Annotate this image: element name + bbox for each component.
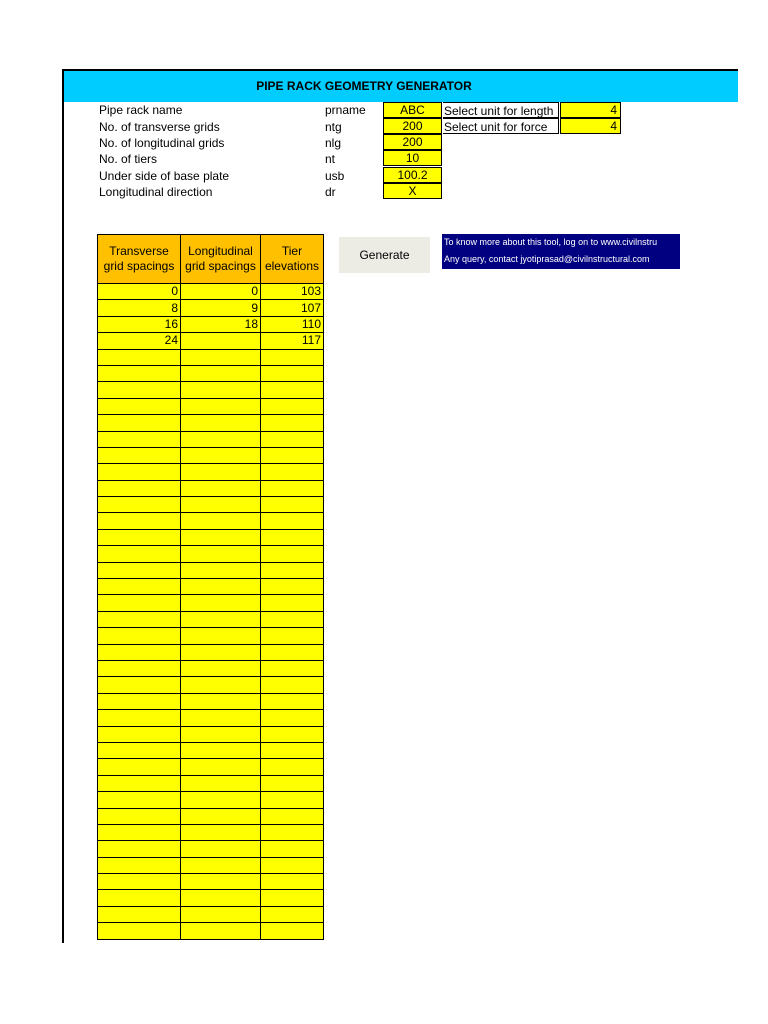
grid-cell[interactable]: [98, 546, 181, 562]
title-bar: [64, 69, 738, 102]
param-value-ntg[interactable]: 200: [383, 118, 442, 134]
grid-cell[interactable]: [261, 415, 324, 431]
table-row: [98, 398, 324, 414]
grid-cell[interactable]: [181, 792, 261, 808]
table-row: [98, 497, 324, 513]
grid-cell[interactable]: [181, 595, 261, 611]
grid-cell[interactable]: [98, 497, 181, 513]
param-code-dr: dr: [325, 185, 336, 199]
table-row: [98, 726, 324, 742]
grid-cell[interactable]: [181, 874, 261, 890]
table-row: [98, 775, 324, 791]
grid-cell[interactable]: [261, 677, 324, 693]
grid-cell[interactable]: [181, 365, 261, 381]
grid-cell[interactable]: [98, 431, 181, 447]
grid-table: [97, 234, 324, 940]
info-line: To know more about this tool, log on to www.civilnstru: [444, 237, 658, 247]
table-row: [98, 464, 324, 480]
unit-label-length: Select unit for length: [443, 102, 559, 118]
grid-cell[interactable]: [261, 808, 324, 824]
table-header-row: [98, 235, 324, 284]
grid-cell[interactable]: [98, 923, 181, 939]
grid-cell[interactable]: [98, 824, 181, 840]
grid-cell[interactable]: [181, 398, 261, 414]
grid-cell[interactable]: [181, 513, 261, 529]
grid-cell[interactable]: [261, 579, 324, 595]
grid-cell[interactable]: [98, 742, 181, 758]
table-row: [98, 284, 324, 300]
table-row: [98, 611, 324, 627]
table-row: [98, 300, 324, 316]
grid-cell[interactable]: [261, 562, 324, 578]
grid-cell[interactable]: [98, 841, 181, 857]
param-label-nlg: No. of longitudinal grids: [99, 136, 225, 150]
grid-cell[interactable]: [181, 923, 261, 939]
table-row: [98, 874, 324, 890]
grid-cell[interactable]: [261, 644, 324, 660]
grid-cell[interactable]: [261, 546, 324, 562]
table-row: [98, 431, 324, 447]
grid-cell[interactable]: [181, 447, 261, 463]
grid-cell[interactable]: [98, 365, 181, 381]
param-code-ntg: ntg: [325, 120, 342, 134]
grid-cell[interactable]: [98, 382, 181, 398]
grid-cell[interactable]: [261, 742, 324, 758]
table-row: [98, 677, 324, 693]
param-label-ntg: No. of transverse grids: [99, 120, 220, 134]
grid-cell[interactable]: [98, 775, 181, 791]
grid-cell[interactable]: [98, 480, 181, 496]
header-longitudinal: [181, 235, 261, 284]
table-row: [98, 415, 324, 431]
table-row: [98, 890, 324, 906]
grid-cell[interactable]: [181, 480, 261, 496]
grid-cell[interactable]: [98, 693, 181, 709]
grid-cell[interactable]: [181, 579, 261, 595]
sheet-left-border: [62, 69, 64, 943]
table-row: [98, 349, 324, 365]
table-row: [98, 382, 324, 398]
grid-cell[interactable]: 0: [181, 284, 261, 300]
table-row: [98, 579, 324, 595]
param-label-dr: Longitudinal direction: [99, 185, 213, 199]
grid-cell[interactable]: 103: [261, 284, 324, 300]
grid-cell[interactable]: [261, 906, 324, 922]
grid-cell[interactable]: [181, 890, 261, 906]
grid-cell[interactable]: [261, 529, 324, 545]
table-row: [98, 824, 324, 840]
table-row: [98, 841, 324, 857]
grid-cell[interactable]: [261, 382, 324, 398]
grid-cell[interactable]: [181, 382, 261, 398]
param-code-nlg: nlg: [325, 136, 342, 150]
grid-cell[interactable]: [98, 726, 181, 742]
grid-cell[interactable]: [98, 710, 181, 726]
grid-cell[interactable]: [181, 857, 261, 873]
param-label-prname: Pipe rack name: [99, 103, 183, 117]
grid-cell[interactable]: [98, 677, 181, 693]
grid-cell[interactable]: [98, 857, 181, 873]
grid-cell[interactable]: [261, 660, 324, 676]
grid-cell[interactable]: [98, 562, 181, 578]
param-value-dr[interactable]: X: [383, 183, 442, 199]
table-row: [98, 792, 324, 808]
grid-cell[interactable]: 117: [261, 333, 324, 349]
grid-cell[interactable]: [181, 464, 261, 480]
grid-table-body: [98, 284, 324, 940]
grid-cell[interactable]: [98, 579, 181, 595]
grid-cell[interactable]: [181, 611, 261, 627]
unit-value-length[interactable]: 4: [560, 102, 621, 118]
grid-cell[interactable]: [181, 759, 261, 775]
generate-button[interactable]: Generate: [339, 237, 430, 273]
table-row: [98, 529, 324, 545]
table-row: [98, 906, 324, 922]
grid-cell[interactable]: [261, 890, 324, 906]
grid-cell[interactable]: [181, 726, 261, 742]
grid-cell[interactable]: [98, 628, 181, 644]
grid-cell[interactable]: [181, 431, 261, 447]
grid-cell[interactable]: [98, 644, 181, 660]
grid-cell[interactable]: 16: [98, 316, 181, 332]
grid-cell[interactable]: [98, 464, 181, 480]
grid-cell[interactable]: [98, 906, 181, 922]
table-row: [98, 365, 324, 381]
table-row: [98, 595, 324, 611]
grid-cell[interactable]: [261, 923, 324, 939]
grid-cell[interactable]: [261, 726, 324, 742]
header-tier: [261, 235, 324, 284]
grid-cell[interactable]: [98, 349, 181, 365]
grid-cell[interactable]: [98, 611, 181, 627]
grid-cell[interactable]: [261, 710, 324, 726]
header-transverse: [98, 235, 181, 284]
grid-cell[interactable]: [181, 497, 261, 513]
param-value-prname[interactable]: ABC: [383, 102, 442, 118]
grid-cell[interactable]: [98, 415, 181, 431]
grid-cell[interactable]: [261, 775, 324, 791]
param-code-prname: prname: [325, 103, 366, 117]
grid-cell[interactable]: [181, 677, 261, 693]
grid-cell[interactable]: [261, 857, 324, 873]
grid-cell[interactable]: [98, 890, 181, 906]
grid-cell[interactable]: [98, 529, 181, 545]
grid-cell[interactable]: [261, 513, 324, 529]
grid-cell[interactable]: [98, 808, 181, 824]
grid-cell[interactable]: 18: [181, 316, 261, 332]
grid-cell[interactable]: [181, 660, 261, 676]
grid-cell[interactable]: [181, 415, 261, 431]
grid-cell[interactable]: [261, 431, 324, 447]
grid-cell[interactable]: [261, 611, 324, 627]
grid-cell[interactable]: [98, 792, 181, 808]
table-row: [98, 447, 324, 463]
param-value-usb[interactable]: 100.2: [383, 167, 442, 183]
table-row: [98, 644, 324, 660]
grid-cell[interactable]: [98, 398, 181, 414]
grid-cell[interactable]: [181, 349, 261, 365]
table-row: [98, 808, 324, 824]
page-title: PIPE RACK GEOMETRY GENERATOR: [256, 79, 472, 93]
grid-cell[interactable]: 107: [261, 300, 324, 316]
header-line: Longitudinal: [188, 244, 253, 258]
grid-cell[interactable]: [261, 398, 324, 414]
grid-cell[interactable]: [181, 775, 261, 791]
table-row: [98, 710, 324, 726]
table-row: [98, 660, 324, 676]
param-label-nt: No. of tiers: [99, 152, 158, 166]
table-row: [98, 333, 324, 349]
grid-cell[interactable]: [261, 365, 324, 381]
table-row: [98, 693, 324, 709]
param-value-nlg[interactable]: 200: [383, 134, 442, 150]
param-label-usb: Under side of base plate: [99, 169, 230, 183]
grid-cell[interactable]: [181, 644, 261, 660]
table-row: [98, 562, 324, 578]
grid-cell[interactable]: [181, 529, 261, 545]
grid-cell[interactable]: [261, 480, 324, 496]
grid-cell[interactable]: 0: [98, 284, 181, 300]
grid-cell[interactable]: [261, 824, 324, 840]
grid-cell[interactable]: [261, 464, 324, 480]
param-code-usb: usb: [325, 169, 345, 183]
grid-cell[interactable]: [261, 792, 324, 808]
unit-label-force: Select unit for force: [443, 118, 559, 134]
grid-cell[interactable]: [98, 660, 181, 676]
table-row: [98, 923, 324, 939]
grid-cell[interactable]: [181, 742, 261, 758]
table-row: [98, 513, 324, 529]
header-line: Tier: [281, 244, 303, 258]
grid-cell[interactable]: [181, 693, 261, 709]
param-code-nt: nt: [325, 152, 336, 166]
grid-cell[interactable]: 8: [98, 300, 181, 316]
grid-cell[interactable]: [261, 874, 324, 890]
unit-value-force[interactable]: 4: [560, 118, 621, 134]
grid-cell[interactable]: [181, 562, 261, 578]
grid-cell[interactable]: 9: [181, 300, 261, 316]
header-line: grid spacings: [103, 259, 175, 273]
grid-cell[interactable]: [261, 447, 324, 463]
grid-cell[interactable]: [181, 824, 261, 840]
grid-cell[interactable]: [98, 513, 181, 529]
grid-cell[interactable]: [261, 349, 324, 365]
grid-cell[interactable]: [98, 759, 181, 775]
table-row: [98, 759, 324, 775]
grid-cell[interactable]: [181, 906, 261, 922]
grid-cell[interactable]: 24: [98, 333, 181, 349]
grid-cell[interactable]: 110: [261, 316, 324, 332]
param-value-nt[interactable]: 10: [383, 150, 442, 166]
grid-cell[interactable]: [261, 841, 324, 857]
table-row: [98, 480, 324, 496]
grid-cell[interactable]: [261, 693, 324, 709]
table-row: [98, 628, 324, 644]
grid-cell[interactable]: [261, 628, 324, 644]
table-row: [98, 742, 324, 758]
grid-cell[interactable]: [181, 808, 261, 824]
info-line: Any query, contact jyotiprasad@civilnstructural.com: [444, 254, 650, 264]
grid-cell[interactable]: [181, 628, 261, 644]
info-box: [442, 234, 680, 269]
grid-cell[interactable]: [181, 710, 261, 726]
grid-cell[interactable]: [98, 447, 181, 463]
header-line: elevations: [264, 259, 320, 273]
table-row: [98, 316, 324, 332]
grid-cell[interactable]: [181, 841, 261, 857]
grid-cell[interactable]: [181, 546, 261, 562]
grid-cell[interactable]: [98, 595, 181, 611]
grid-cell[interactable]: [261, 595, 324, 611]
grid-cell[interactable]: [98, 874, 181, 890]
grid-cell[interactable]: [261, 759, 324, 775]
table-row: [98, 857, 324, 873]
table-row: [98, 546, 324, 562]
grid-cell[interactable]: [181, 333, 261, 349]
grid-cell[interactable]: [261, 497, 324, 513]
header-line: grid spacings: [185, 259, 256, 273]
header-line: Transverse: [109, 244, 169, 258]
